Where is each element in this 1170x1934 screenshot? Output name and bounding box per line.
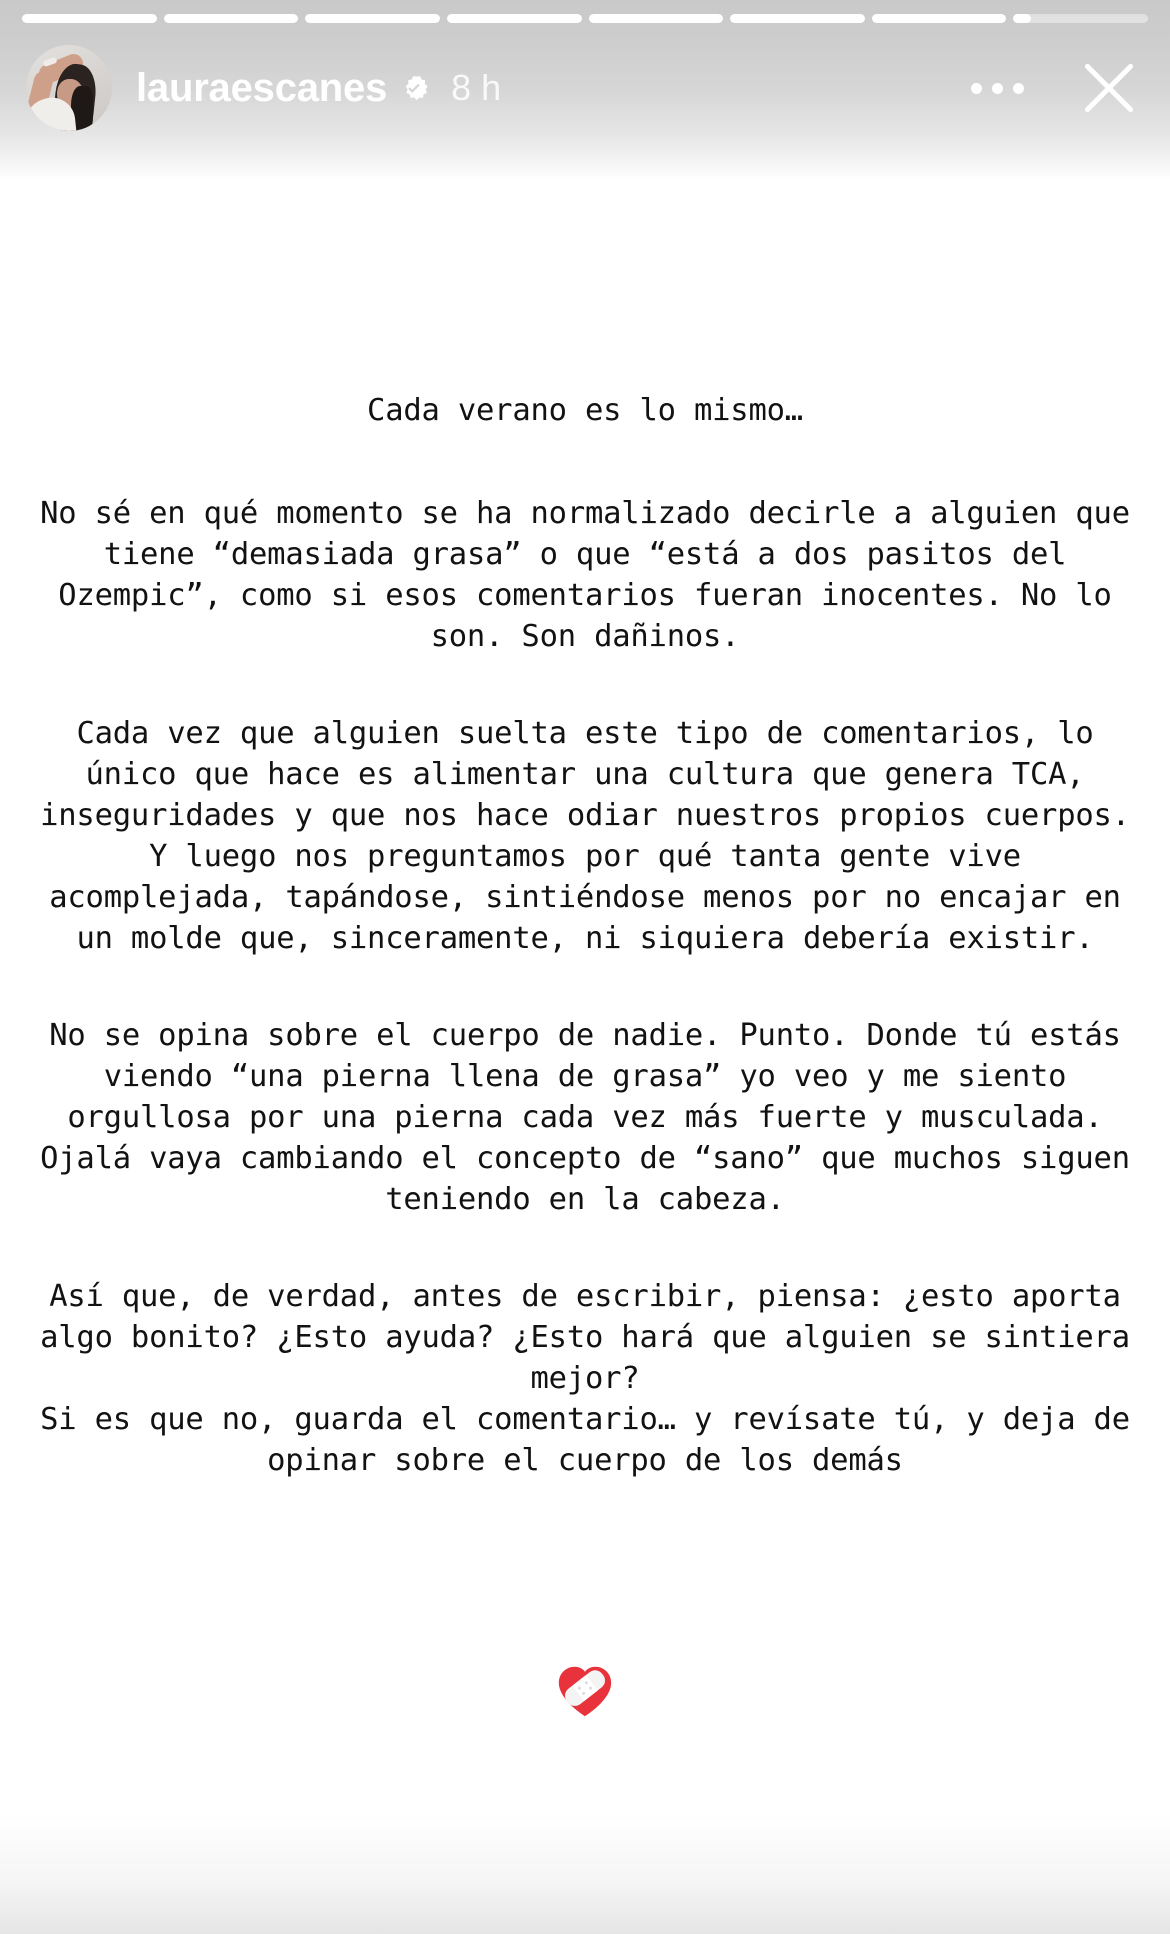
progress-segment[interactable]	[164, 14, 299, 23]
story-lead-line: Cada verano es lo mismo…	[367, 393, 803, 428]
progress-segment[interactable]	[305, 14, 440, 23]
verified-badge-icon	[399, 73, 429, 103]
story-paragraph-5: Si es que no, guarda el comentario… y revísate tú, y deja de opinar sobre el cuerpo de los demás	[40, 1402, 1130, 1478]
story-paragraph-3: No se opina sobre el cuerpo de nadie. Punto. Donde tú estás viendo “una pierna llena de grasa” yo veo y me siento orgullosa por una pierna cada vez más fuerte y musculada. Ojalá vaya cambiando el concepto de “sano” que muchos siguen teniendo en la cabeza.	[40, 1018, 1130, 1217]
timestamp: 8 h	[451, 67, 502, 108]
story-paragraph-4: Así que, de verdad, antes de escribir, piensa: ¿esto aporta algo bonito? ¿Esto ayuda? ¿Esto hará que alguien se sintiera mejor?	[40, 1279, 1130, 1396]
progress-segment[interactable]	[730, 14, 865, 23]
story-paragraph-2: Cada vez que alguien suelta este tipo de comentarios, lo único que hace es alimentar una cultura que genera TCA, inseguridades y que nos hace odiar nuestros propios cuerpos. Y luego nos preguntamos por qué tanta gente vive acomplejada, tapándose, sintiéndose menos por no encajar en un molde que, sinceramente, ni siquiera debería existir.	[40, 716, 1130, 956]
story-paragraph-1: No sé en qué momento se ha normalizado decirle a alguien que tiene “demasiada grasa” o que “está a dos pasitos del Ozempic”, como si esos comentarios fueran inocentes. No lo son. Son dañinos.	[40, 496, 1130, 654]
story-progress-bar[interactable]	[22, 14, 1148, 23]
progress-segment-active[interactable]	[1013, 14, 1148, 23]
bottom-gradient-overlay	[0, 1814, 1170, 1934]
progress-segment[interactable]	[22, 14, 157, 23]
more-options-icon[interactable]	[965, 69, 1030, 108]
story-header	[0, 38, 1170, 138]
story-text-block	[40, 300, 1130, 1481]
avatar[interactable]	[26, 45, 112, 131]
username[interactable]: lauraescanes	[136, 66, 388, 110]
progress-segment[interactable]	[589, 14, 724, 23]
mending-heart-emoji	[554, 1660, 616, 1722]
progress-segment[interactable]	[447, 14, 582, 23]
story-emoji-row	[0, 1660, 1170, 1727]
progress-segment[interactable]	[872, 14, 1007, 23]
close-icon[interactable]	[1078, 57, 1140, 119]
